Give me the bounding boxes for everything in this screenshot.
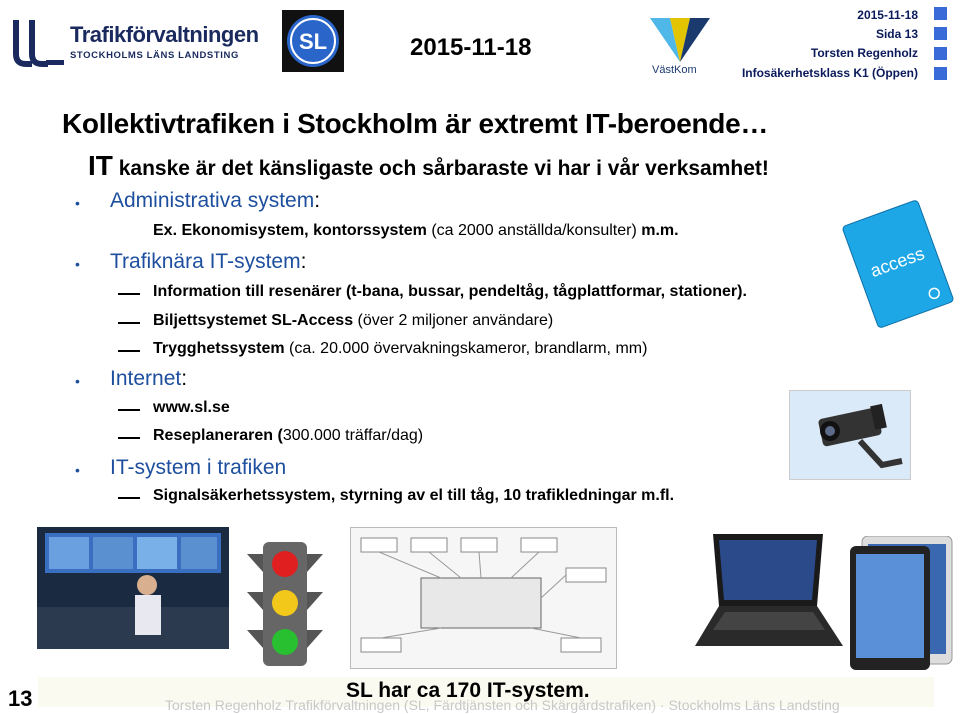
- surveillance-camera-icon: [789, 390, 911, 480]
- heading-trafik-text: Trafiknära IT-system: [110, 250, 301, 273]
- heading-colon: :: [181, 367, 188, 390]
- heading-colon: :: [300, 250, 307, 273]
- trafik-item-3-rest: (ca. 20.000 övervakningskameror, brandlarm, mm): [284, 340, 648, 357]
- footer-main-text: SL har ca 170 IT-system.: [346, 679, 590, 702]
- logo-subtitle: STOCKHOLMS LÄNS LANDSTING: [70, 50, 239, 61]
- blue-square-icon: [934, 67, 947, 80]
- dash-icon: [118, 409, 140, 411]
- bullet-icon: •: [75, 256, 80, 272]
- internet-item-2-rest: 300.000 träffar/dag): [282, 427, 424, 444]
- internet-item-2-bold: Reseplaneraren (: [153, 427, 283, 444]
- dash-icon: [118, 293, 140, 295]
- dash-icon: [118, 497, 140, 499]
- sl-logo-icon: [282, 10, 344, 72]
- trafik-item-2-rest: (över 2 miljoner användare): [353, 312, 554, 329]
- logo-name: Trafikförvaltningen: [70, 22, 259, 47]
- internet-item-1-text: www.sl.se: [153, 399, 230, 416]
- trafik-item-2-bold: Biljettsystemet SL-Access: [153, 312, 354, 329]
- internet-item-1: [153, 399, 230, 417]
- admin-item-tail: m.m.: [641, 222, 679, 239]
- dash-icon: [118, 322, 140, 324]
- dash-icon: [118, 350, 140, 352]
- slide-subtitle: [88, 150, 769, 182]
- bullet-icon: •: [75, 462, 80, 478]
- bullet-icon: •: [75, 373, 80, 389]
- system-diagram-icon: [350, 527, 617, 669]
- access-card-icon: [840, 196, 956, 332]
- admin-item: [153, 222, 679, 240]
- admin-item-bold: Ex. Ekonomisystem, kontorssystem: [153, 222, 427, 239]
- tablet-icon: [848, 536, 958, 676]
- subtitle-it: IT: [88, 150, 113, 181]
- internet-item-2: [153, 427, 423, 445]
- header-date: 2015-11-18: [410, 34, 532, 61]
- footer-ghost-text: Torsten Regenholz Trafikförvaltningen (SL, Färdtjänsten och Skärgårdstrafiken) · Stockholms Läns Landsting: [165, 697, 840, 713]
- access-card-text: access: [867, 243, 928, 282]
- heading-trafik: [110, 250, 306, 274]
- heading-trafiken: IT-system i trafiken: [110, 456, 287, 479]
- trafiken-item-1-text: Signalsäkerhetssystem, styrning av el till tåg, 10 trafikledningar m.fl.: [153, 487, 675, 504]
- blue-square-icon: [934, 27, 947, 40]
- admin-item-rest: (ca 2000 anställda/konsulter): [426, 222, 642, 239]
- traffic-light-icon: [245, 540, 325, 668]
- heading-admin-text: Administrativa system: [110, 189, 315, 212]
- heading-admin: [110, 189, 320, 213]
- trafik-item-2: [153, 312, 553, 330]
- trafik-item-1-text: Information till resenärer (t-bana, bussar, pendeltåg, tågplattformar, stationer).: [153, 283, 747, 300]
- header-right-date: 2015-11-18: [857, 8, 918, 22]
- sl-logo-text: SL: [298, 29, 328, 54]
- heading-internet-text: Internet: [110, 367, 182, 390]
- heading-internet: [110, 367, 187, 391]
- header-right-classification: Infosäkerhetsklass K1 (Öppen): [741, 66, 918, 80]
- slide-title: Kollektivtrafiken i Stockholm är extremt IT-beroende…: [62, 108, 769, 139]
- trafiken-item-1: [153, 487, 674, 505]
- header-right-page: Sida 13: [875, 27, 918, 41]
- blue-square-icon: [934, 7, 947, 20]
- dash-icon: [118, 437, 140, 439]
- trafik-item-1: [153, 283, 747, 301]
- subtitle-rest: kanske är det känsligaste och sårbaraste vi har i vår verksamhet!: [112, 157, 769, 180]
- vastkom-text: VästKom: [652, 64, 697, 76]
- laptop-icon: [695, 528, 845, 658]
- heading-colon: :: [314, 189, 321, 212]
- bullet-icon: •: [75, 195, 80, 211]
- header-right-author: Torsten Regenholz: [810, 46, 918, 60]
- page-number: 13: [8, 686, 33, 711]
- trafik-item-3: [153, 340, 647, 358]
- trafik-item-3-bold: Trygghetssystem: [153, 340, 285, 357]
- blue-square-icon: [934, 47, 947, 60]
- control-room-image-icon: [37, 527, 229, 649]
